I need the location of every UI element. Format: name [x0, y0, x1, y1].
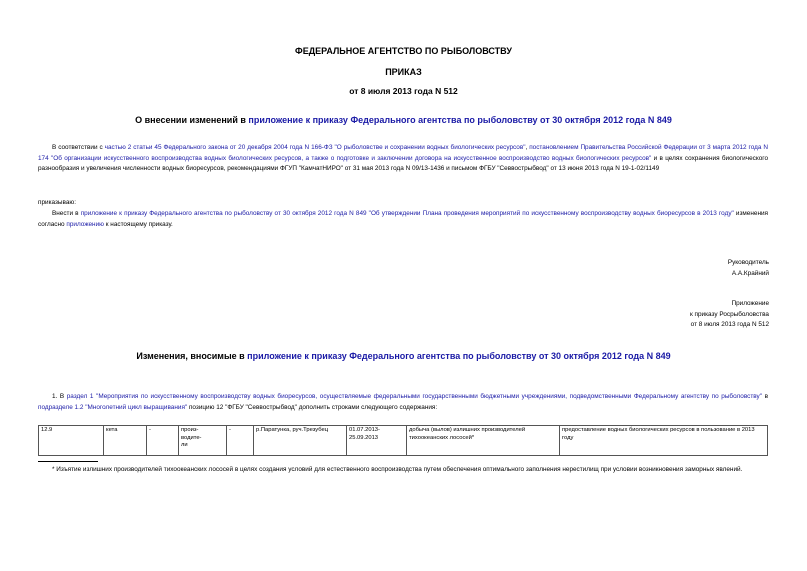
footnote	[38, 465, 768, 476]
item1-link-section[interactable]: раздел 1 "Мероприятия по искусственному воспроизводству водных биоресурсов, осуществляемые федеральными государственными бюджетными учреждениями, подведомственными Федеральному агентству по рыболовству"	[66, 393, 763, 400]
order-paragraph	[38, 209, 768, 230]
changes-title-link[interactable]: приложение к приказу Федерального агентства по рыболовству от 30 октября 2012 года N 849	[247, 351, 671, 361]
table-cell-purpose: предоставление водных биологических ресурсов в пользование в 2013 году	[560, 426, 768, 456]
item1-link-subsection[interactable]: подразделе 1.2 "Многолетний цикл выращивания"	[38, 403, 188, 411]
preamble-link-decree[interactable]: постановлением Правительства Российской Федерации от 3 марта 2012 года N 174 "Об организации искусственного воспроизводства водных биологических ресурсов, а также о подготовке и заключении договора на искусственное воспроизводство водных биологических ресурсов"	[38, 144, 768, 162]
item1-text-3: позицию 12 "ФГБУ "Севвострыбвод" дополнить строками следующего содержания:	[187, 403, 438, 411]
changes-title-prefix: Изменения, вносимые в	[136, 351, 248, 361]
table-cell-period: 01.07.2013- 25.09.2013	[347, 426, 407, 456]
order-link-appendix[interactable]: приложение к приказу Федерального агентства по рыболовству от 30 октября 2012 года N 849 "Об утверждении Плана проведения мероприятий по искусственному воспроизводству водных биоресурсов в 2013 году"	[80, 210, 734, 217]
table-cell-location: р.Паратунка, руч.Трезубец	[254, 426, 347, 456]
preamble-text-3: и в целях сохранения биологического разнообразия и увеличения численности водных биоресурсов, рекомендациями ФГУП "КамчатНИРО" от 31 мая 2013 года N 09/13-1436 и письмом ФГБУ "Севвострыбвод" от 13 июня 2013 года N 19-1-02/1149	[38, 154, 768, 172]
item-1-paragraph	[38, 392, 768, 413]
doc-date-number: от 8 июля 2013 года N 512	[349, 86, 458, 96]
additions-table	[38, 425, 768, 456]
title-link[interactable]: приложение к приказу Федерального агентства по рыболовству от 30 октября 2012 года N 849	[248, 115, 672, 125]
table-cell-dash-1: -	[147, 426, 179, 456]
signature-role: Руководитель	[727, 259, 769, 266]
signature-name: А.А.Крайний	[731, 269, 769, 277]
appendix-line-1: Приложение	[731, 300, 769, 307]
agency-heading: ФЕДЕРАЛЬНОЕ АГЕНТСТВО ПО РЫБОЛОВСТВУ	[295, 46, 512, 56]
order-text-2: изменения согласно	[38, 210, 769, 228]
order-link-annex[interactable]: приложению	[66, 220, 104, 228]
table-cell-species: кета	[104, 426, 147, 456]
appendix-reference	[569, 299, 769, 331]
doc-type-heading: ПРИКАЗ	[385, 67, 422, 77]
table-cell-dash-2: -	[227, 426, 254, 456]
footnote-divider	[38, 461, 98, 462]
order-word: приказываю:	[38, 199, 76, 206]
appendix-line-3: от 8 июля 2013 года N 512	[690, 321, 769, 328]
changes-title	[0, 351, 807, 361]
table-cell-number: 12.9	[39, 426, 104, 456]
preamble-link-law[interactable]: частью 2 статьи 45 Федерального закона от 20 декабря 2004 года N 166-ФЗ "О рыболовстве и сохранении водных биологических ресурсов"	[104, 144, 526, 151]
order-text-3: к настоящему приказу.	[103, 220, 173, 228]
table-row	[39, 426, 768, 456]
document-title	[0, 115, 807, 125]
footnote-text: * Изъятие излишних производителей тихоокеанских лососей в целях создания условий для естественного воспроизводства путем обеспечения оптимального заполнения нерестилищ при условии возникновения заморных явлений.	[52, 466, 743, 473]
item1-text-2: в	[762, 393, 768, 400]
preamble-paragraph	[38, 143, 768, 175]
preamble-text-2: ,	[525, 144, 530, 151]
title-prefix: О внесении изменений в	[135, 115, 249, 125]
signature-block	[569, 258, 769, 279]
table-cell-stage: произ- водите- ли	[179, 426, 227, 456]
preamble-text-1: В соответствии с	[52, 144, 105, 151]
item1-text-1: 1. В	[52, 393, 67, 400]
table-cell-activity: добыча (вылов) излишних производителей тихоокеанских лососей*	[407, 426, 560, 456]
order-text-1: Внести в	[52, 210, 81, 217]
appendix-line-2: к приказу Росрыболовства	[689, 310, 769, 318]
